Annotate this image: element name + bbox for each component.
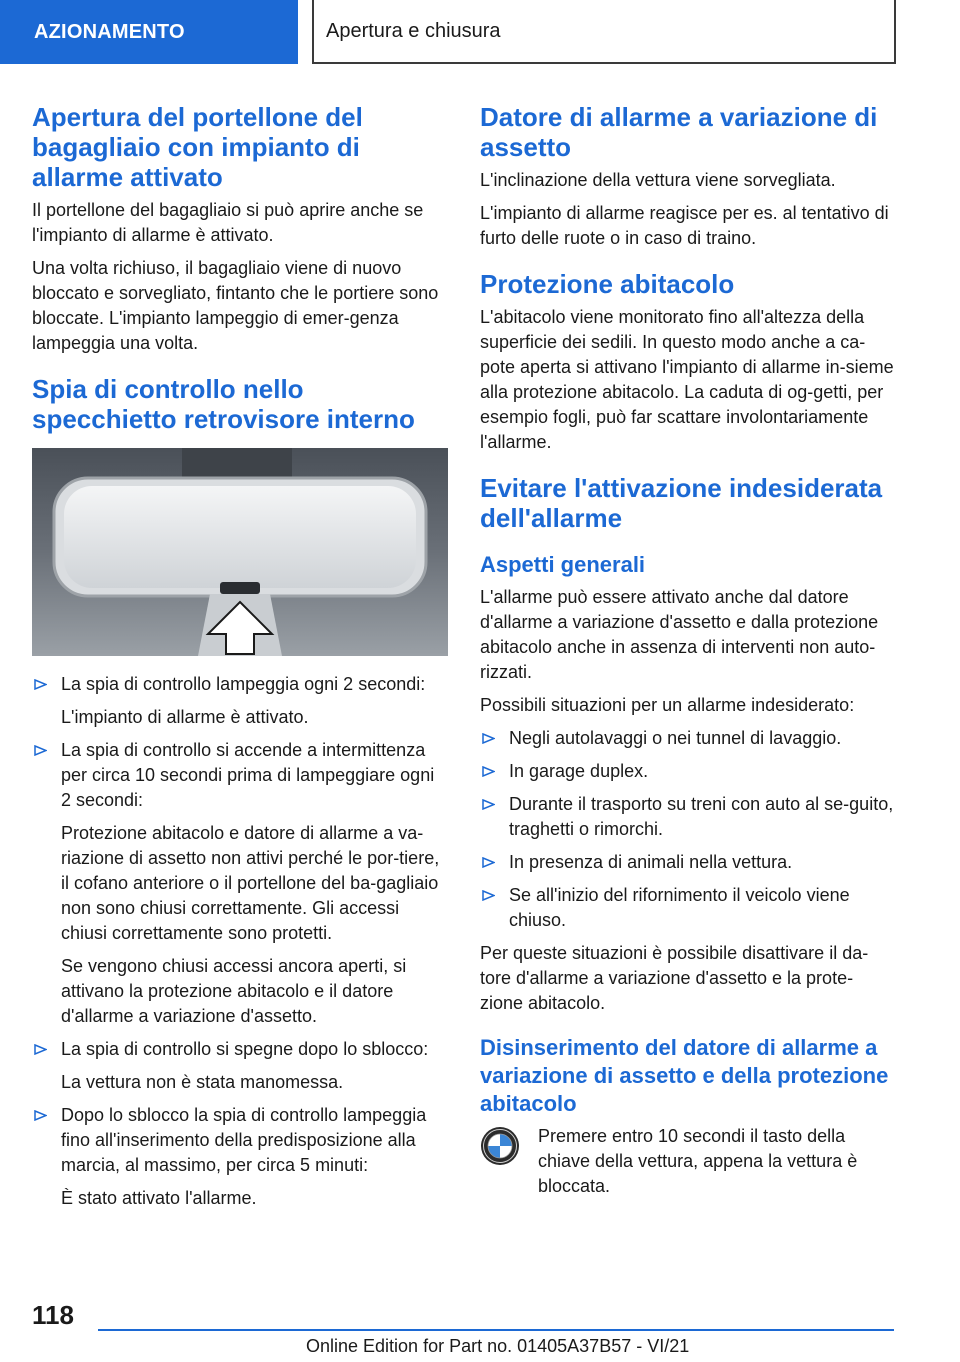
bullet-triangle-icon	[34, 745, 47, 756]
heading-tilt-sensor: Datore di allarme a variazione di assetto	[480, 102, 878, 162]
right-column	[480, 102, 896, 1207]
bullet-triangle-icon	[34, 679, 47, 690]
paragraph-general-3: Per queste situazioni è possibile disattivare il da-tore d'allarme a variazione d'assetto e la prote-zione abitacolo.	[480, 943, 869, 1013]
bullet-triangle-icon	[34, 1044, 47, 1055]
bullet-triangle-icon	[482, 857, 495, 868]
list-item: Dopo lo sblocco la spia di controllo lampeggia fino all'inserimento della predisposizione alla marcia, al massimo, per circa 5 minuti: È stato attivato l'allarme.	[32, 1103, 448, 1211]
heading-avoid-false-alarm: Evitare l'attivazione indesiderata dell'allarme	[480, 473, 883, 533]
list-item: La spia di controllo si spegne dopo lo sblocco: La vettura non è stata manomessa.	[32, 1037, 448, 1095]
footer-divider	[98, 1329, 894, 1331]
left-column	[32, 102, 448, 1219]
list-item: La spia di controllo lampeggia ogni 2 secondi: L'impianto di allarme è attivato.	[32, 672, 448, 730]
heading-indicator: Spia di controllo nello specchietto retrovisore interno	[32, 374, 415, 434]
list-item: La spia di controllo si accende a intermittenza per circa 10 secondi prima di lampeggiare ogni 2 secondi: Protezione abitacolo e datore di allarme a va-riazione di assetto non attivi perché le por-tiere, il cofano anteriore o il portellone del ba-gagliaio non sono chiusi correttamente. Gli accessi chiusi correttamente sono protetti. Se vengono chiusi accessi ancora aperti, si attivano la protezione abitacolo e il datore d'allarme a variazione d'assetto.	[32, 738, 448, 1029]
heading-interior-protection: Protezione abitacolo	[480, 269, 735, 299]
bmw-key-button-icon	[480, 1126, 520, 1166]
heading-disable: Disinserimento del datore di allarme a variazione di assetto e della protezione abitacolo	[480, 1035, 889, 1116]
heading-tailgate: Apertura del portellone del bagagliaio con impianto di allarme attivato	[32, 102, 363, 192]
list-item: Se all'inizio del rifornimento il veicolo viene chiuso.	[480, 883, 896, 933]
paragraph-interior: L'abitacolo viene monitorato fino all'altezza della superficie dei sedili. In questo modo anche a ca-pote aperta si attivano l'impianto di allarme in-sieme alla protezione abitacolo. La caduta di og-getti, per esempio fogli, può far scattare involontariamente l'allarme.	[480, 307, 894, 452]
bullet-triangle-icon	[482, 766, 495, 777]
paragraph-tailgate-1: Il portellone del bagagliaio si può aprire anche se l'impianto di allarme è attivato.	[32, 200, 424, 245]
bullet-triangle-icon	[482, 799, 495, 810]
list-item: In presenza di animali nella vettura.	[480, 850, 896, 875]
bullet-triangle-icon	[482, 733, 495, 744]
list-item: Negli autolavaggi o nei tunnel di lavaggio.	[480, 726, 896, 751]
indicator-list	[32, 672, 448, 1211]
list-item: In garage duplex.	[480, 759, 896, 784]
paragraph-general-2: Possibili situazioni per un allarme indesiderato:	[480, 695, 855, 715]
paragraph-tilt-1: L'inclinazione della vettura viene sorvegliata.	[480, 170, 836, 190]
page-number: 118	[32, 1300, 74, 1330]
paragraph-general-1: L'allarme può essere attivato anche dal datore d'allarme a variazione d'assetto e dalla protezione abitacolo anche in assenza di interventi non auto-rizzati.	[480, 587, 879, 682]
edition-note: Online Edition for Part no. 01405A37B57 - VI/21	[306, 1336, 690, 1356]
heading-general: Aspetti generali	[480, 552, 646, 577]
bullet-triangle-icon	[482, 890, 495, 901]
paragraph-tilt-2: L'impianto di allarme reagisce per es. al tentativo di furto delle ruote o in caso di traino.	[480, 203, 889, 248]
key-instruction	[480, 1124, 896, 1199]
list-item: Durante il trasporto su treni con auto al se-guito, traghetti o rimorchi.	[480, 792, 896, 842]
paragraph-disable: Premere entro 10 secondi il tasto della chiave della vettura, appena la vettura è bloccata.	[538, 1126, 858, 1196]
section-tab: AZIONAMENTO	[0, 0, 298, 64]
bullet-triangle-icon	[34, 1110, 47, 1121]
chapter-title: Apertura e chiusura	[312, 0, 896, 64]
paragraph-tailgate-2: Una volta richiuso, il bagagliaio viene di nuovo bloccato e sorvegliato, fintanto che le portiere sono bloccate. L'impianto lampeggio di emer-genza lampeggia una volta.	[32, 258, 439, 353]
situations-list	[480, 726, 896, 933]
rearview-mirror-image	[32, 448, 448, 656]
